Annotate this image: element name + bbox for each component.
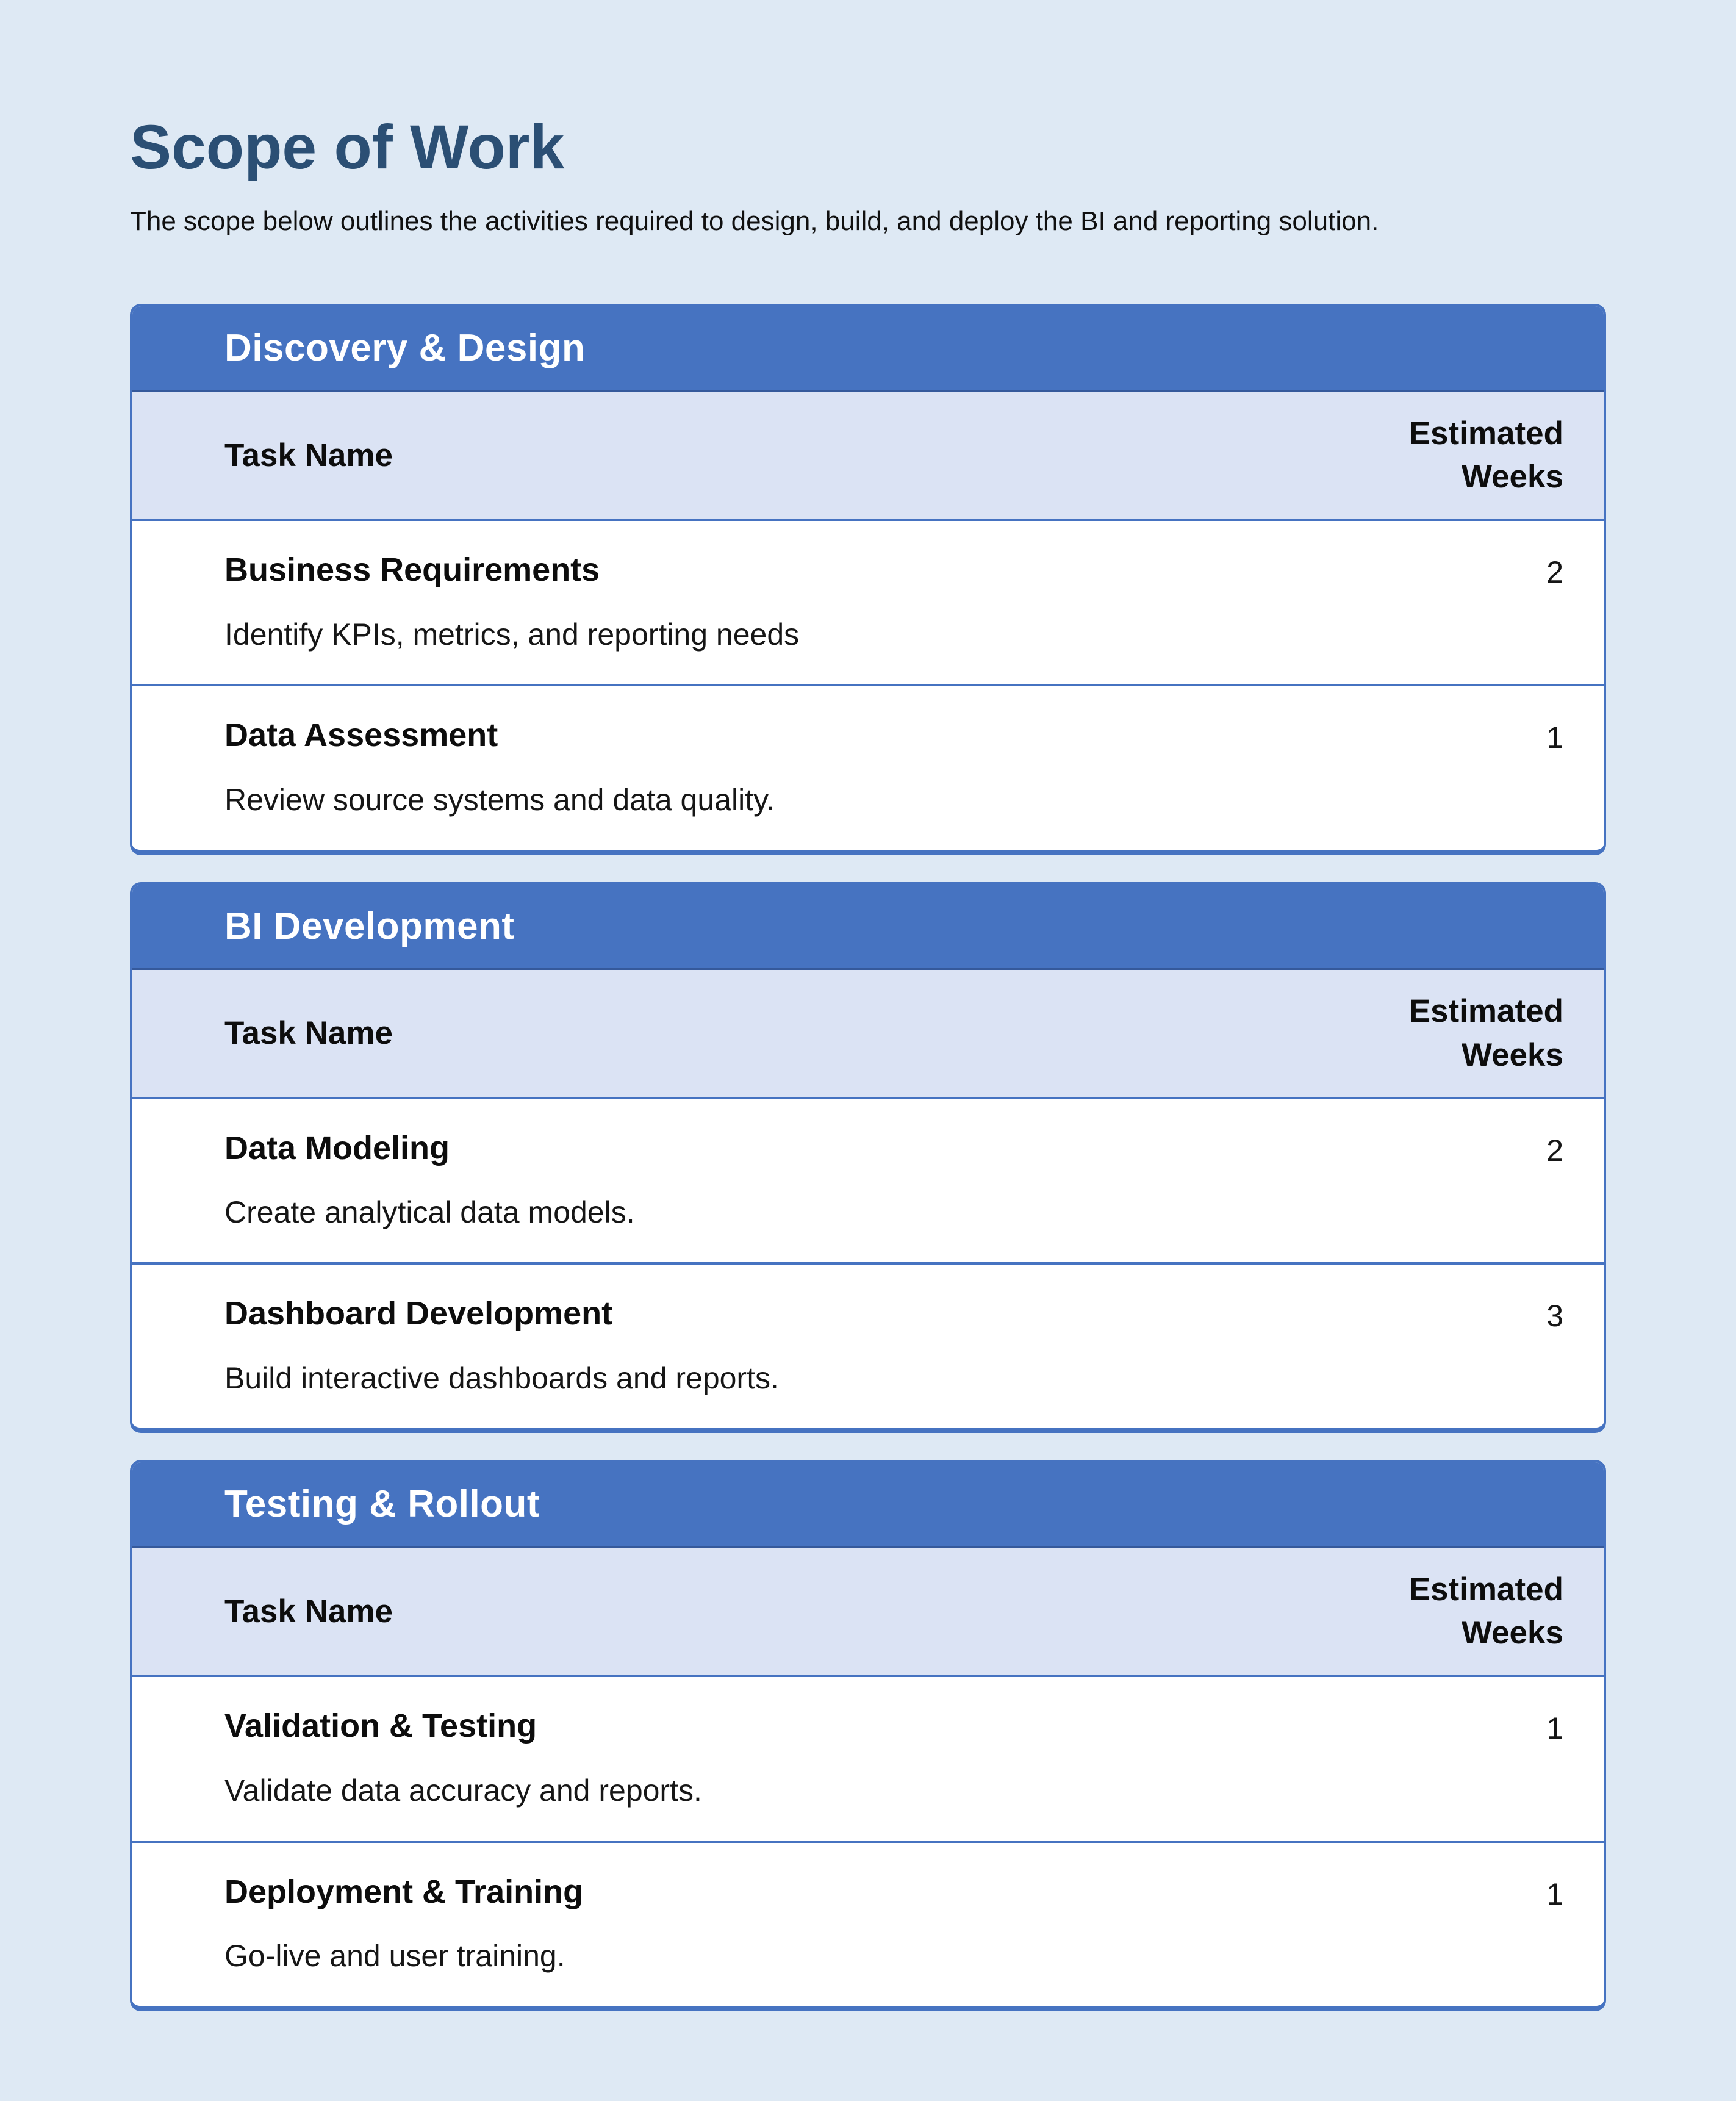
section-title: Testing & Rollout: [224, 1483, 540, 1526]
section-header: [132, 306, 1604, 392]
task-main: [224, 716, 1429, 819]
task-main: [224, 1129, 1429, 1232]
column-estimated-weeks: Estimated Weeks: [1408, 415, 1563, 495]
section-card-discovery-design: [130, 304, 1606, 855]
task-description: Identify KPIs, metrics, and reporting needs: [224, 617, 800, 652]
column-estimated-weeks: Estimated Weeks: [1408, 993, 1563, 1073]
task-main: [224, 1294, 1429, 1397]
task-row: [132, 1099, 1604, 1265]
page-subtitle: The scope below outlines the activities required to design, build, and deploy the BI and reporting solution.: [130, 206, 1379, 236]
column-header-row: [132, 970, 1604, 1099]
section-card-bi-development: [130, 882, 1606, 1434]
task-name: Deployment & Training: [224, 1873, 584, 1910]
task-name: Dashboard Development: [224, 1295, 613, 1332]
task-row: [132, 1843, 1604, 2006]
task-description: Go-live and user training.: [224, 1939, 565, 1974]
task-row: [132, 686, 1604, 849]
column-header-row: [132, 1548, 1604, 1677]
task-weeks-value: 2: [1546, 555, 1563, 590]
section-title: BI Development: [224, 905, 515, 947]
task-weeks-value: 2: [1546, 1133, 1563, 1168]
column-task-name: Task Name: [224, 1015, 393, 1052]
task-name: Data Assessment: [224, 717, 498, 754]
task-row: [132, 1265, 1604, 1428]
task-description: Validate data accuracy and reports.: [224, 1773, 702, 1808]
task-weeks-value: 1: [1546, 1877, 1563, 1911]
task-main: [224, 550, 1429, 653]
task-weeks-value: 1: [1546, 720, 1563, 755]
task-description: Build interactive dashboards and reports.: [224, 1360, 779, 1395]
task-name: Validation & Testing: [224, 1708, 537, 1745]
task-main: [224, 1872, 1429, 1975]
task-row: [132, 1677, 1604, 1842]
column-estimated-weeks: Estimated Weeks: [1408, 1571, 1563, 1651]
column-task-name: Task Name: [224, 1593, 393, 1629]
task-row: [132, 521, 1604, 686]
section-card-testing-rollout: [130, 1460, 1606, 2011]
section-title: Discovery & Design: [224, 327, 586, 370]
section-cards: [130, 304, 1606, 2011]
task-weeks-value: 3: [1546, 1298, 1563, 1333]
column-task-name: Task Name: [224, 437, 393, 473]
task-weeks-value: 1: [1546, 1711, 1563, 1746]
task-main: [224, 1706, 1429, 1809]
task-description: Review source systems and data quality.: [224, 783, 775, 817]
section-header: [132, 1462, 1604, 1548]
task-description: Create analytical data models.: [224, 1195, 635, 1230]
section-header: [132, 885, 1604, 970]
task-name: Data Modeling: [224, 1129, 450, 1166]
task-name: Business Requirements: [224, 551, 600, 589]
page-title: Scope of Work: [130, 112, 565, 182]
column-header-row: [132, 392, 1604, 521]
